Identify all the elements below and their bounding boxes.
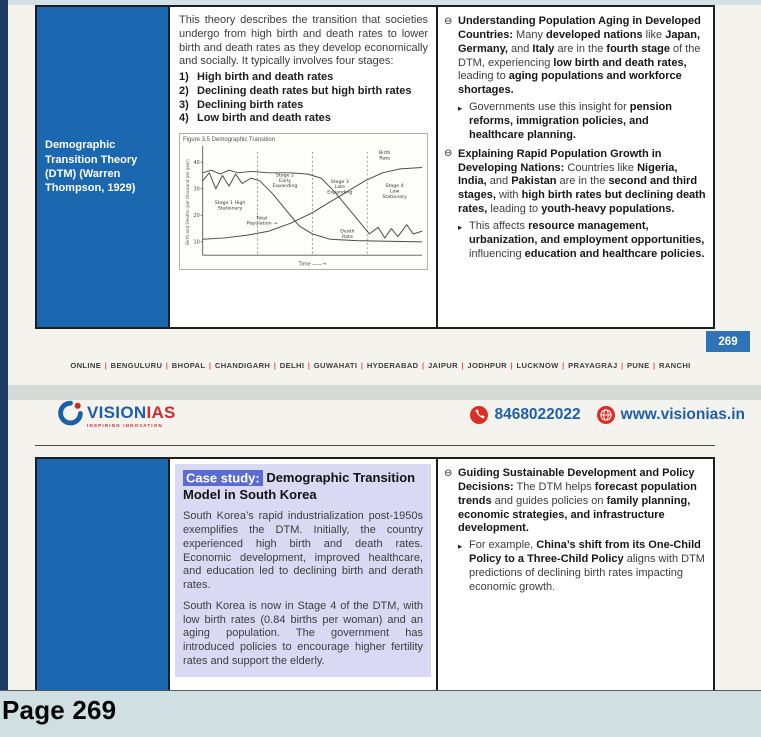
center-item: DELHI xyxy=(279,361,305,370)
svg-text:Birth and Deaths (per thousand: Birth and Deaths (per thousand per year) xyxy=(184,159,190,245)
center-item: LUCKNOW xyxy=(516,361,559,370)
stage-text: High birth and death rates xyxy=(197,71,334,83)
stage-item xyxy=(179,71,428,85)
left-edge-strip xyxy=(0,0,8,691)
center-item: JODHPUR xyxy=(467,361,508,370)
contact-info xyxy=(470,406,745,424)
website-group xyxy=(597,406,745,424)
significance-bullet xyxy=(444,148,706,217)
top-edge-strip xyxy=(0,0,761,5)
page-number-badge: 269 xyxy=(706,331,750,352)
center-item: PRAYAGRAJ xyxy=(568,361,618,370)
bullet-text: Explaining Rapid Population Growth in Developing Nations: Countries like Nigeria, India, and Pakistan are in the second and third stages, with high birth rates but declining death rates, leading to youth-heavy populations. xyxy=(458,147,706,216)
brand-name xyxy=(87,404,176,421)
page-separator-band xyxy=(0,385,761,400)
svg-text:BirthRate: Birth Rate xyxy=(379,151,391,162)
sub-bullet-text: For example, China’s shift from its One-Child Policy to a Three-Child Policy aligns with DTM predictions of declining birth rates impacting economic growth. xyxy=(469,539,705,593)
header-rule xyxy=(35,445,715,446)
stage-number: 3) xyxy=(179,98,189,111)
svg-text:Stage 2EarlyExpanding: Stage 2 Early Expanding xyxy=(272,173,298,190)
case-study-cell xyxy=(170,459,438,690)
brand-text-block xyxy=(87,400,176,428)
brand-name-primary: VISION xyxy=(87,403,147,422)
centers-list xyxy=(0,361,761,370)
significance-sub-bullet xyxy=(458,220,706,262)
stage-item xyxy=(179,85,428,99)
circled-minus-bullet-icon: ⊖ xyxy=(444,148,453,160)
center-separator: | xyxy=(653,361,656,370)
center-item: JAIPUR xyxy=(427,361,458,370)
empty-term-cell xyxy=(37,459,170,690)
case-study-block xyxy=(175,464,431,677)
stage-number: 2) xyxy=(179,84,189,97)
center-separator: | xyxy=(461,361,464,370)
bullet-text: Guiding Sustainable Development and Policy Decisions: The DTM helps forecast population trends and guides policies on family planning, economic strategies, and infrastructure development. xyxy=(458,467,697,535)
visionias-logo xyxy=(57,400,176,428)
theory-significance-cell xyxy=(438,7,713,327)
center-item: HYDERABAD xyxy=(366,361,419,370)
stage-item xyxy=(179,99,428,113)
case-study-table xyxy=(35,457,715,690)
center-separator: | xyxy=(562,361,565,370)
center-separator: | xyxy=(104,361,108,370)
svg-text:DeathRate: Death Rate xyxy=(340,229,355,240)
svg-text:30: 30 xyxy=(193,186,200,193)
triangle-bullet-icon: ▸ xyxy=(458,221,463,232)
center-item: BHOPAL xyxy=(171,361,206,370)
stage-text: Declining death rates but high birth rates xyxy=(197,84,412,97)
dtm-chart xyxy=(183,144,425,268)
theory-description-cell xyxy=(170,7,438,327)
stage-item xyxy=(179,112,428,126)
dtm-figure xyxy=(179,133,428,270)
phone-number: 8468022022 xyxy=(494,406,581,423)
stage-text: Declining birth rates xyxy=(197,98,304,111)
svg-text:Stage 4LowStationary: Stage 4 Low Stationary xyxy=(382,184,407,200)
circled-minus-bullet-icon: ⊖ xyxy=(444,15,453,27)
svg-text:Stage 1 HighStationary: Stage 1 High Stationary xyxy=(214,201,246,212)
policy-significance-cell xyxy=(438,459,713,690)
footer-bar xyxy=(0,690,761,737)
brand-name-secondary: IAS xyxy=(146,403,176,422)
center-separator: | xyxy=(273,361,277,370)
stage-number: 1) xyxy=(179,71,189,83)
globe-icon xyxy=(597,406,615,424)
center-separator: | xyxy=(165,361,169,370)
stage-text: Low birth and death rates xyxy=(197,112,331,125)
stage-list xyxy=(179,71,428,126)
center-separator: | xyxy=(307,361,311,370)
center-separator: | xyxy=(510,361,513,370)
triangle-bullet-icon: ▸ xyxy=(458,102,463,113)
phone-icon xyxy=(470,406,488,424)
brand-tagline: INSPIRING INNOVATION xyxy=(87,422,163,428)
center-separator: | xyxy=(208,361,212,370)
center-item: BENGULURU xyxy=(110,361,163,370)
theory-description-paragraph: This theory describes the transition that societies undergo from high birth and death rates to lower birth and death rates as they develop economically and socially. It typically involves four stages: xyxy=(179,14,428,68)
theory-name-cell xyxy=(37,7,170,327)
theory-name-label: Demographic Transition Theory (DTM) (Warren Thompson, 1929) xyxy=(45,139,138,195)
website-link[interactable]: www.visionias.in xyxy=(620,406,745,423)
center-item: GUWAHATI xyxy=(313,361,358,370)
case-study-paragraph-2: South Korea is now in Stage 4 of the DTM, with low birth rates (0.84 births per woman) and an aging population. The government has introduced policies to encourage higher fertility rates and support the elderly. xyxy=(183,599,423,667)
svg-text:40: 40 xyxy=(193,159,200,166)
svg-text:TotalPopulation →: Total Population → xyxy=(246,216,278,227)
dtm-theory-table xyxy=(35,5,715,329)
case-study-highlight: Case study: xyxy=(183,470,263,486)
sub-bullet-text: This affects resource management, urbanization, and employment opportunities, influencing education and healthcare policies. xyxy=(469,220,705,260)
significance-bullet xyxy=(444,467,706,536)
case-study-heading xyxy=(183,470,423,503)
significance-sub-bullet xyxy=(458,101,706,143)
svg-text:Stage 3LateExpanding: Stage 3 Late Expanding xyxy=(327,179,353,196)
significance-bullet xyxy=(444,15,706,98)
svg-text:10: 10 xyxy=(193,239,200,246)
center-separator: | xyxy=(360,361,364,370)
stage-number: 4) xyxy=(179,112,189,125)
triangle-bullet-icon: ▸ xyxy=(458,540,463,551)
center-separator: | xyxy=(621,361,624,370)
figure-caption: Figure 3.5 Demographic Transition xyxy=(183,137,276,143)
center-item: CHANDIGARH xyxy=(214,361,271,370)
svg-text:Time ——→: Time ——→ xyxy=(298,261,327,268)
center-item: ONLINE xyxy=(70,361,102,370)
svg-text:20: 20 xyxy=(193,213,200,220)
significance-sub-bullet xyxy=(458,539,706,594)
center-separator: | xyxy=(422,361,425,370)
sub-bullet-text: Governments use this insight for pension reforms, immigration policies, and healthcare planning. xyxy=(469,101,672,141)
case-study-paragraph-1: South Korea’s rapid industrialization post-1950s exemplifies the DTM. Initially, the country experienced high birth and death rates. Economic development, improved healthcare, and education led to declining birth and derath rates. xyxy=(183,510,423,591)
page-label: Page 269 xyxy=(2,695,117,725)
visionias-logo-icon xyxy=(57,400,84,427)
bullet-text: Understanding Population Aging in Developed Countries: Many developed nations like Japan, Germany, and Italy are in the fourth stage of the DTM, experiencing low birth and death rates, leading to aging populations and workforce shortages. xyxy=(458,15,701,97)
center-item: RANCHI xyxy=(659,361,691,370)
case-study-heading-rest: Demographic Transition Model in South Korea xyxy=(183,470,416,502)
center-item: PUNE xyxy=(627,361,650,370)
circled-minus-bullet-icon: ⊖ xyxy=(444,467,453,479)
phone-group xyxy=(470,406,580,424)
